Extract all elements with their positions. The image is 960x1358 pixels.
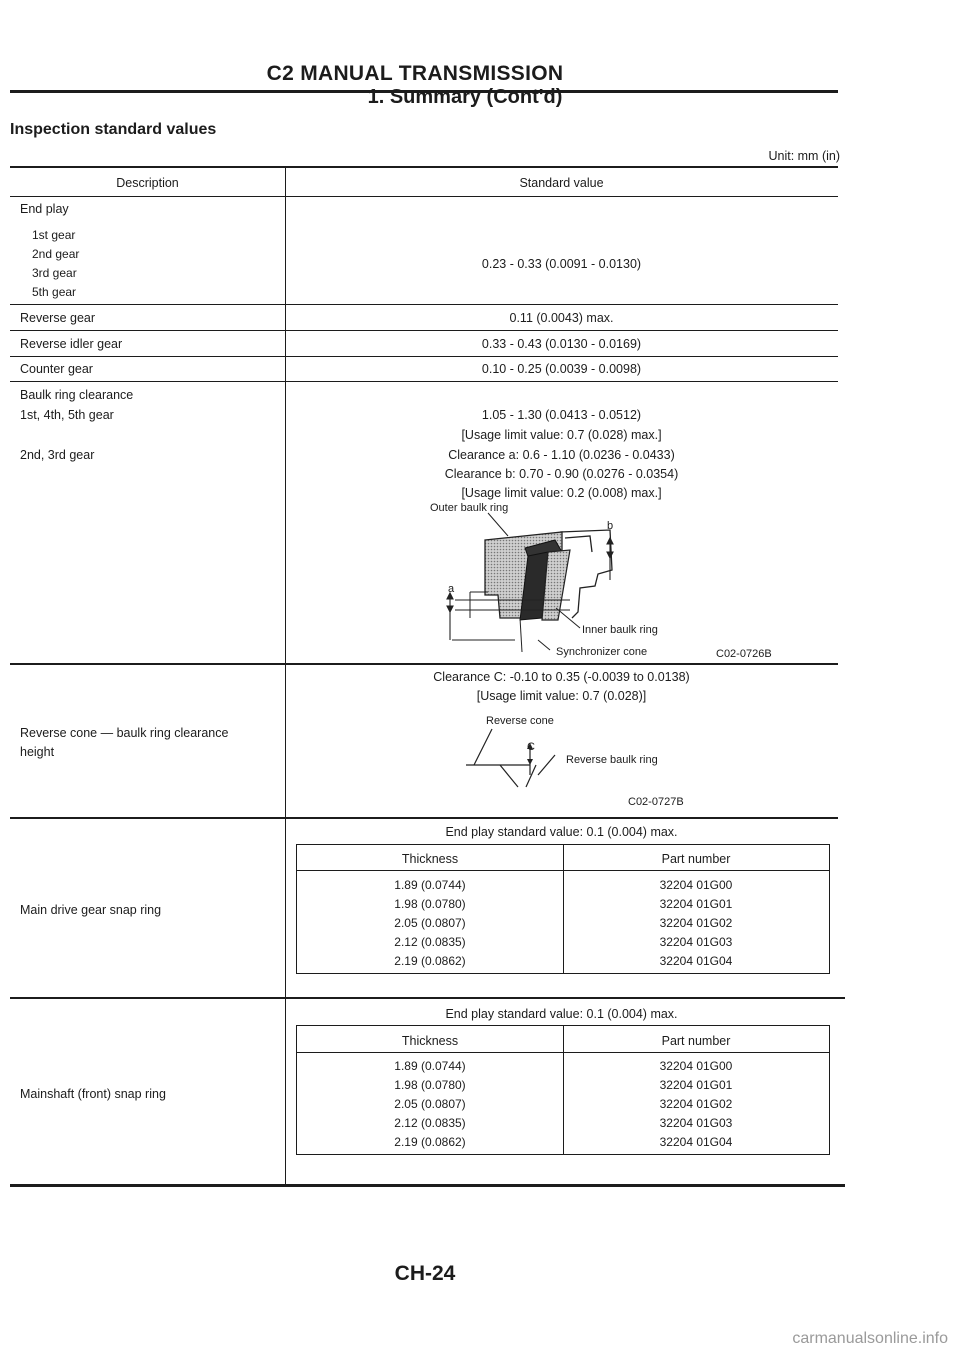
baulk-ring-gear-145: 1st, 4th, 5th gear xyxy=(20,408,114,422)
clearance-b: Clearance b: 0.70 - 0.90 (0.0276 - 0.0354) xyxy=(444,467,679,481)
main-drive-thickness-list xyxy=(297,876,563,971)
section-heading: Inspection standard values xyxy=(10,121,217,138)
counter-gear-value: 0.10 - 0.25 (0.0039 - 0.0098) xyxy=(481,362,642,376)
clearance-a: Clearance a: 0.6 - 1.10 (0.0236 - 0.0433) xyxy=(448,448,675,462)
row-divider xyxy=(10,997,845,999)
row-divider xyxy=(10,663,838,665)
row-divider xyxy=(10,304,838,305)
row-divider xyxy=(10,817,838,819)
table-cell: 32204 01G01 xyxy=(659,897,733,911)
dimension-c-label: C xyxy=(527,741,535,753)
table-cell: 32204 01G04 xyxy=(659,954,733,968)
table-cell: 32204 01G04 xyxy=(659,1135,733,1149)
table-cell: 32204 01G03 xyxy=(659,1116,733,1130)
reverse-gear-label: Reverse gear xyxy=(20,311,96,325)
header-standard-value: Standard value xyxy=(519,176,604,190)
inner-table-rule xyxy=(297,1052,829,1053)
table-cell: 2.19 (0.0862) xyxy=(394,1135,466,1149)
end-play-gear-list xyxy=(32,226,79,302)
mainshaft-snap-note: End play standard value: 0.1 (0.004) max. xyxy=(445,1007,678,1021)
table-cell: 1.89 (0.0744) xyxy=(394,1059,466,1073)
mainshaft-col-part: Part number xyxy=(661,1034,731,1048)
mainshaft-part-list xyxy=(563,1057,829,1152)
table-cell: 2.05 (0.0807) xyxy=(394,916,466,930)
reverse-cone-clearance: Clearance C: -0.10 to 0.35 (-0.0039 to 0.0138) xyxy=(433,670,690,684)
reverse-cone-label-2: height xyxy=(20,745,55,759)
reverse-cone-label-1: Reverse cone — baulk ring clearance xyxy=(20,726,229,740)
table-cell: 2.05 (0.0807) xyxy=(394,1097,466,1111)
table-top-rule xyxy=(10,166,838,168)
main-drive-snap-note: End play standard value: 0.1 (0.004) max. xyxy=(445,825,678,839)
reverse-cone-limit: [Usage limit value: 0.7 (0.028)] xyxy=(476,689,647,703)
end-play-gear: 1st gear xyxy=(32,228,76,242)
table-bottom-rule xyxy=(10,1184,845,1187)
end-play-gear: 3rd gear xyxy=(32,266,77,280)
row-divider xyxy=(10,356,838,357)
inner-table-rule xyxy=(297,870,829,871)
table-cell: 2.12 (0.0835) xyxy=(394,1116,466,1130)
unit-label: Unit: mm (in) xyxy=(768,149,840,163)
reverse-gear-value: 0.11 (0.0043) max. xyxy=(509,311,614,325)
counter-gear-label: Counter gear xyxy=(20,362,93,376)
end-play-value: 0.23 - 0.33 (0.0091 - 0.0130) xyxy=(481,257,642,271)
reverse-idler-value: 0.33 - 0.43 (0.0130 - 0.0169) xyxy=(481,337,642,351)
baulk-ring-diagram xyxy=(430,500,810,665)
baulk-ring-label: Baulk ring clearance xyxy=(20,388,134,402)
dimension-a-label: a xyxy=(448,583,455,595)
main-drive-col-part: Part number xyxy=(661,852,731,866)
table-cell: 2.19 (0.0862) xyxy=(394,954,466,968)
page-number: CH-24 xyxy=(394,1262,456,1285)
reverse-baulk-ring-label: Reverse baulk ring xyxy=(566,754,658,766)
inner-baulk-ring-label: Inner baulk ring xyxy=(582,624,658,636)
row-divider xyxy=(10,330,838,331)
table-cell: 32204 01G00 xyxy=(659,1059,733,1073)
main-drive-col-thickness: Thickness xyxy=(401,852,459,866)
baulk-ring-limit-145: [Usage limit value: 0.7 (0.028) max.] xyxy=(461,428,662,442)
table-cell: 32204 01G02 xyxy=(659,1097,733,1111)
mainshaft-col-thickness: Thickness xyxy=(401,1034,459,1048)
reverse-cone-diagram-label: Reverse cone xyxy=(486,715,554,727)
row-divider xyxy=(10,381,838,382)
table-cell: 32204 01G01 xyxy=(659,1078,733,1092)
table-cell: 32204 01G03 xyxy=(659,935,733,949)
end-play-gear: 5th gear xyxy=(32,285,77,299)
table-cell: 32204 01G00 xyxy=(659,878,733,892)
table-cell: 1.89 (0.0744) xyxy=(394,878,466,892)
header-description: Description xyxy=(116,176,179,190)
end-play-label: End play xyxy=(20,202,69,216)
main-drive-snap-label: Main drive gear snap ring xyxy=(20,903,162,917)
dimension-b-label: b xyxy=(607,520,614,532)
table-cell: 1.98 (0.0780) xyxy=(394,1078,466,1092)
baulk-ring-value-145: 1.05 - 1.30 (0.0413 - 0.0512) xyxy=(481,408,642,422)
outer-baulk-ring-label: Outer baulk ring xyxy=(430,502,509,514)
diagram-code: C02-0726B xyxy=(716,648,772,660)
diagram-code: C02-0727B xyxy=(628,796,684,808)
header-rule-bottom xyxy=(10,196,838,197)
table-cell: 1.98 (0.0780) xyxy=(394,897,466,911)
synchronizer-cone-label: Synchronizer cone xyxy=(556,646,648,658)
main-drive-part-list xyxy=(563,876,829,971)
baulk-ring-gear-23: 2nd, 3rd gear xyxy=(20,448,95,462)
reverse-idler-label: Reverse idler gear xyxy=(20,337,123,351)
watermark: carmanualsonline.info xyxy=(792,1330,948,1347)
end-play-gear: 2nd gear xyxy=(32,247,80,261)
mainshaft-snap-label: Mainshaft (front) snap ring xyxy=(20,1087,166,1101)
mainshaft-thickness-list xyxy=(297,1057,563,1152)
baulk-ring-limit-23: [Usage limit value: 0.2 (0.008) max.] xyxy=(461,486,662,500)
manual-section-title: C2 MANUAL TRANSMISSION xyxy=(266,62,564,85)
table-cell: 32204 01G02 xyxy=(659,916,733,930)
page-subtitle: 1. Summary (Cont'd) xyxy=(367,86,563,108)
table-cell: 2.12 (0.0835) xyxy=(394,935,466,949)
sleeve-outline xyxy=(560,530,612,618)
